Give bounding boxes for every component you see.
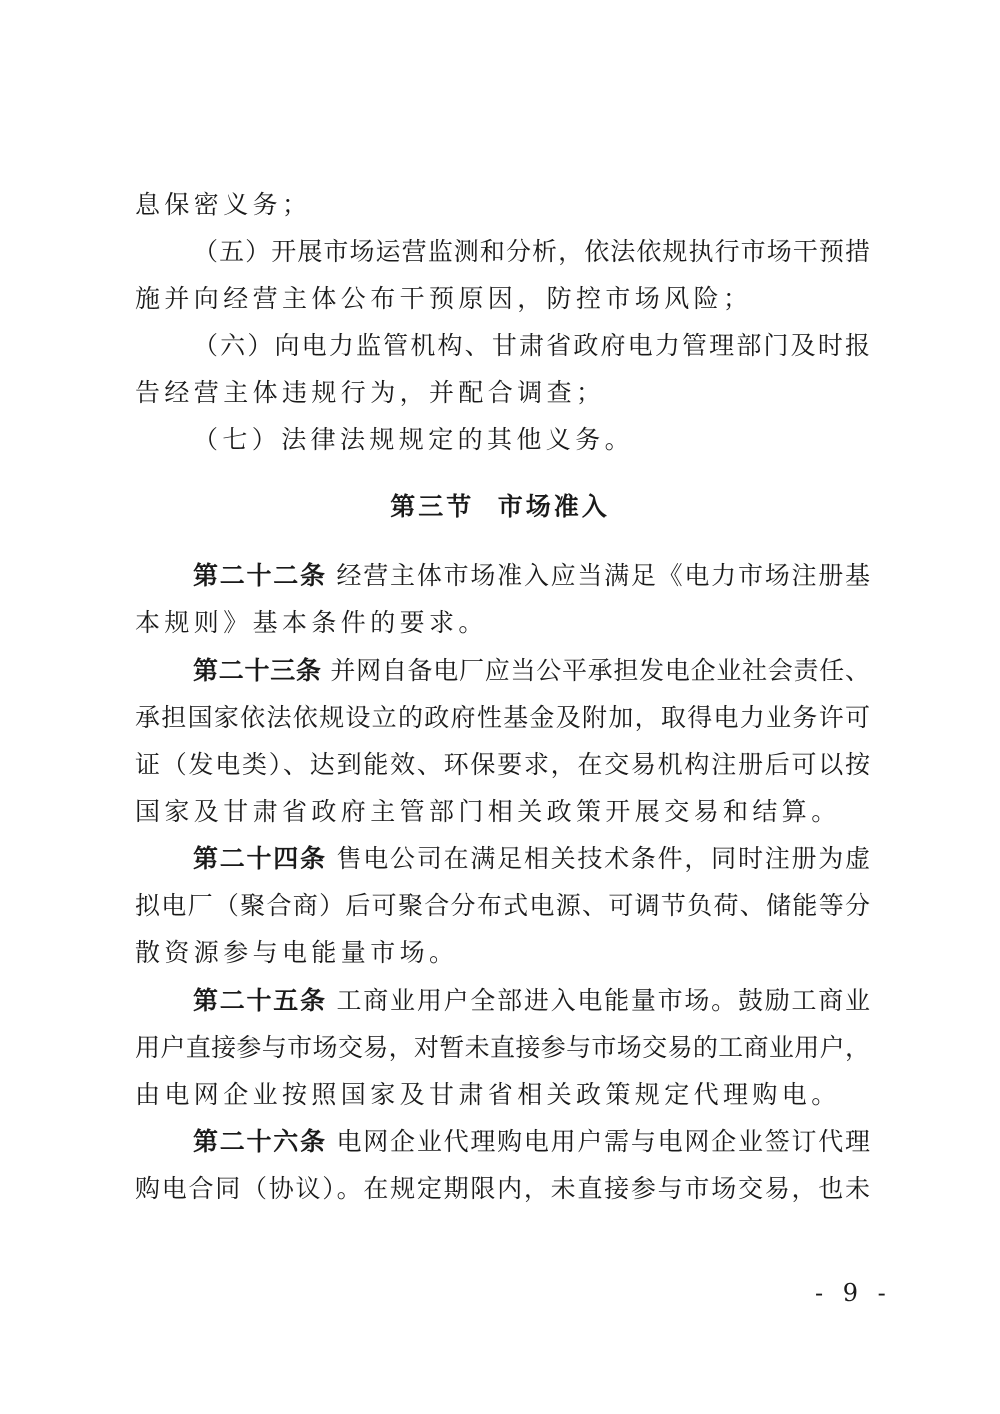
text-line: 本规则》基本条件的要求。 — [135, 608, 488, 637]
article-text: 电网企业代理购电用户需与电网企业签订代理 — [336, 1127, 870, 1156]
text-line: （六）向电力监管机构、甘肃省政府电力管理部门及时报 — [193, 331, 870, 360]
text-line: 国家及甘肃省政府主管部门相关政策开展交易和结算。 — [135, 797, 841, 826]
article-first-line — [193, 981, 870, 1021]
article-label: 第二十二条 — [193, 561, 327, 590]
text-line: 拟电厂（聚合商）后可聚合分布式电源、可调节负荷、储能等分 — [135, 891, 870, 920]
text-line: 告经营主体违规行为，并配合调查； — [135, 378, 606, 407]
article-text: 经营主体市场准入应当满足《电力市场注册基 — [336, 561, 870, 590]
text-line: （七）法律法规规定的其他义务。 — [193, 425, 635, 454]
text-line: （五）开展市场运营监测和分析，依法依规执行市场干预措 — [193, 237, 870, 266]
article-text: 并网自备电厂应当公平承担发电企业社会责任、 — [330, 656, 870, 685]
text-line: 证（发电类）、达到能效、环保要求，在交易机构注册后可以按 — [135, 750, 870, 779]
text-line: 购电合同（协议）。在规定期限内，未直接参与市场交易，也未 — [135, 1174, 870, 1203]
article-first-line — [193, 556, 870, 596]
article-label: 第二十四条 — [193, 844, 327, 873]
text-line: 承担国家依法依规设立的政府性基金及附加，取得电力业务许可 — [135, 703, 870, 732]
article-label: 第二十五条 — [193, 986, 327, 1015]
article-text: 售电公司在满足相关技术条件，同时注册为虚 — [336, 844, 870, 873]
text-line: 散资源参与电能量市场。 — [135, 938, 459, 967]
section-heading: 第三节 市场准入 — [390, 492, 610, 521]
article-first-line — [193, 1122, 870, 1162]
article-first-line — [193, 651, 870, 691]
text-line: 息保密义务； — [135, 190, 312, 219]
page-number: - 9 - — [815, 1279, 892, 1307]
text-line: 施并向经营主体公布干预原因，防控市场风险； — [135, 284, 753, 313]
article-first-line — [193, 839, 870, 879]
article-text: 工商业用户全部进入电能量市场。鼓励工商业 — [336, 986, 870, 1015]
article-label: 第二十六条 — [193, 1127, 327, 1156]
article-label: 第二十三条 — [193, 656, 322, 685]
text-line: 由电网企业按照国家及甘肃省相关政策规定代理购电。 — [135, 1080, 841, 1109]
text-line: 用户直接参与市场交易，对暂未直接参与市场交易的工商业用户， — [135, 1033, 870, 1062]
